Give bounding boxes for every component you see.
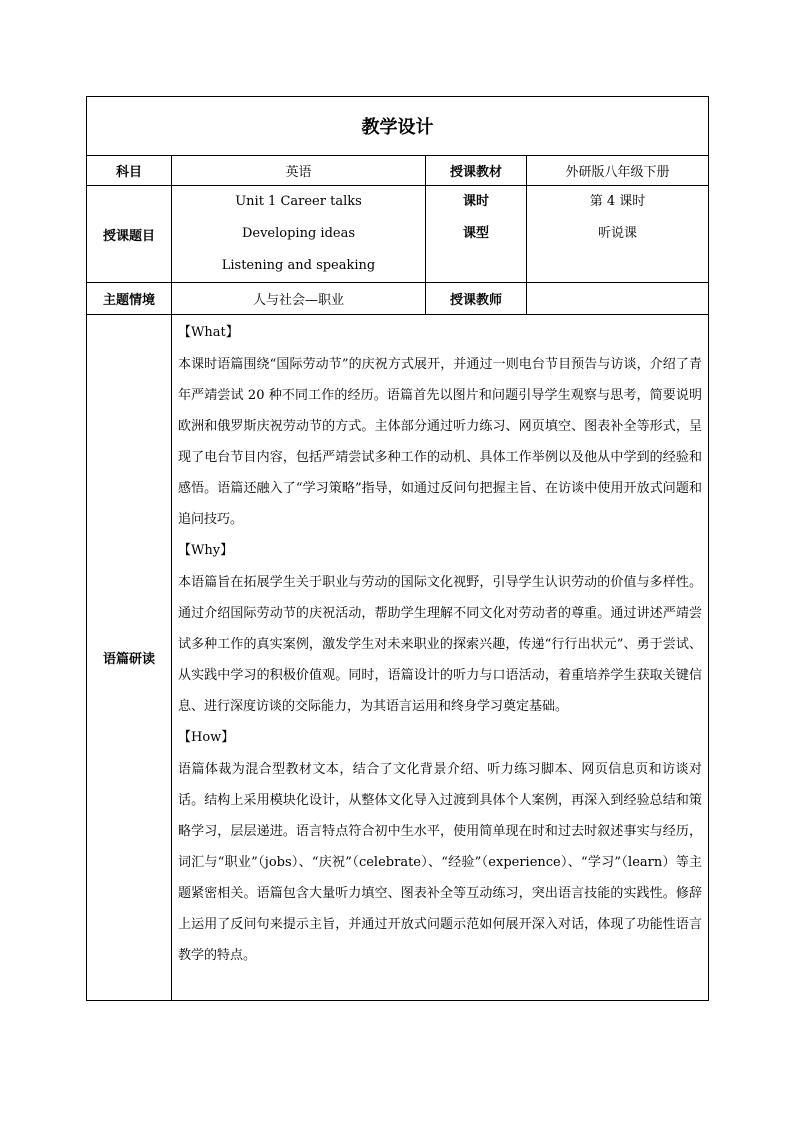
how-heading: 【How】 (178, 730, 235, 745)
analysis-label: 语篇研读 (87, 315, 172, 1001)
why-paragraph: 本语篇旨在拓展学生关于职业与劳动的国际文化视野，引导学生认识劳动的价值与多样性。通过介绍国际劳动节的庆祝活动，帮助学生理解不同文化对劳动者的尊重。通过讲述严靖尝试多种工作的真实案例，激发学生对未来职业的探索兴趣，传递“行行出状元”、勇于尝试、从实践中学习的积极价值观。同时，语篇设计的听力与口语活动，着重培养学生获取关键信息、进行深度访谈的交际能力，为其语言运用和终身学习奠定基础。 (178, 575, 702, 714)
textbook-value: 外研版八年级下册 (527, 156, 709, 186)
topic-line-unit: Unit 1 Career talks (235, 194, 362, 209)
teacher-label: 授课教师 (426, 283, 527, 315)
period-type-labels (426, 186, 527, 283)
what-paragraph: 本课时语篇围绕“国际劳动节”的庆祝方式展开，并通过一则电台节目预告与访谈，介绍了青年严靖尝试 20 种不同工作的经历。语篇首先以图片和问题引导学生观察与思考，简要说明欧洲和俄罗斯庆祝劳动节的方式。主体部分通过听力练习、网页填空、图表补全等形式，呈现了电台节目内容，包括严靖尝试多种工作的动机、具体工作举例以及他从中学到的经验和感悟。语篇还融入了“学习策略”指导，如通过反问句把握主旨、在访谈中使用开放式问题和追问技巧。 (178, 357, 702, 527)
period-label: 课时 (462, 194, 489, 209)
type-value: 听说课 (597, 226, 637, 241)
subject-value: 英语 (172, 156, 426, 186)
how-paragraph: 语篇体裁为混合型教材文本，结合了文化背景介绍、听力练习脚本、网页信息页和访谈对话。结构上采用模块化设计，从整体文化导入过渡到具体个人案例，再深入到经验总结和策略学习，层层递进。语言特点符合初中生水平，使用简单现在时和过去时叙述事实与经历，词汇与“职业”（jobs）、“庆祝”（celebrate）、“经验”（experience）、“学习”（learn）等主题紧密相关。语篇包含大量听力填空、图表补全等互动练习，突出语言技能的实践性。修辞上运用了反问句来提示主旨，并通过开放式问题示范如何展开深入对话，体现了功能性语言教学的特点。 (178, 762, 702, 963)
what-heading: 【What】 (178, 325, 239, 340)
theme-label: 主题情境 (87, 283, 172, 315)
subject-label: 科目 (87, 156, 172, 186)
topic-line-skill: Listening and speaking (221, 258, 376, 273)
period-type-values (527, 186, 709, 283)
period-value: 第 4 课时 (589, 194, 646, 209)
theme-value: 人与社会—职业 (172, 283, 426, 315)
why-heading: 【Why】 (178, 543, 234, 558)
type-label: 课型 (462, 226, 489, 241)
lesson-design-table (86, 96, 709, 1001)
topic-label: 授课题目 (87, 186, 172, 283)
teacher-value (527, 283, 709, 315)
textbook-label: 授课教材 (426, 156, 527, 186)
page-title: 教学设计 (87, 97, 709, 156)
topic-value (172, 186, 426, 283)
topic-line-section: Developing ideas (241, 226, 356, 241)
analysis-content (172, 315, 709, 1001)
